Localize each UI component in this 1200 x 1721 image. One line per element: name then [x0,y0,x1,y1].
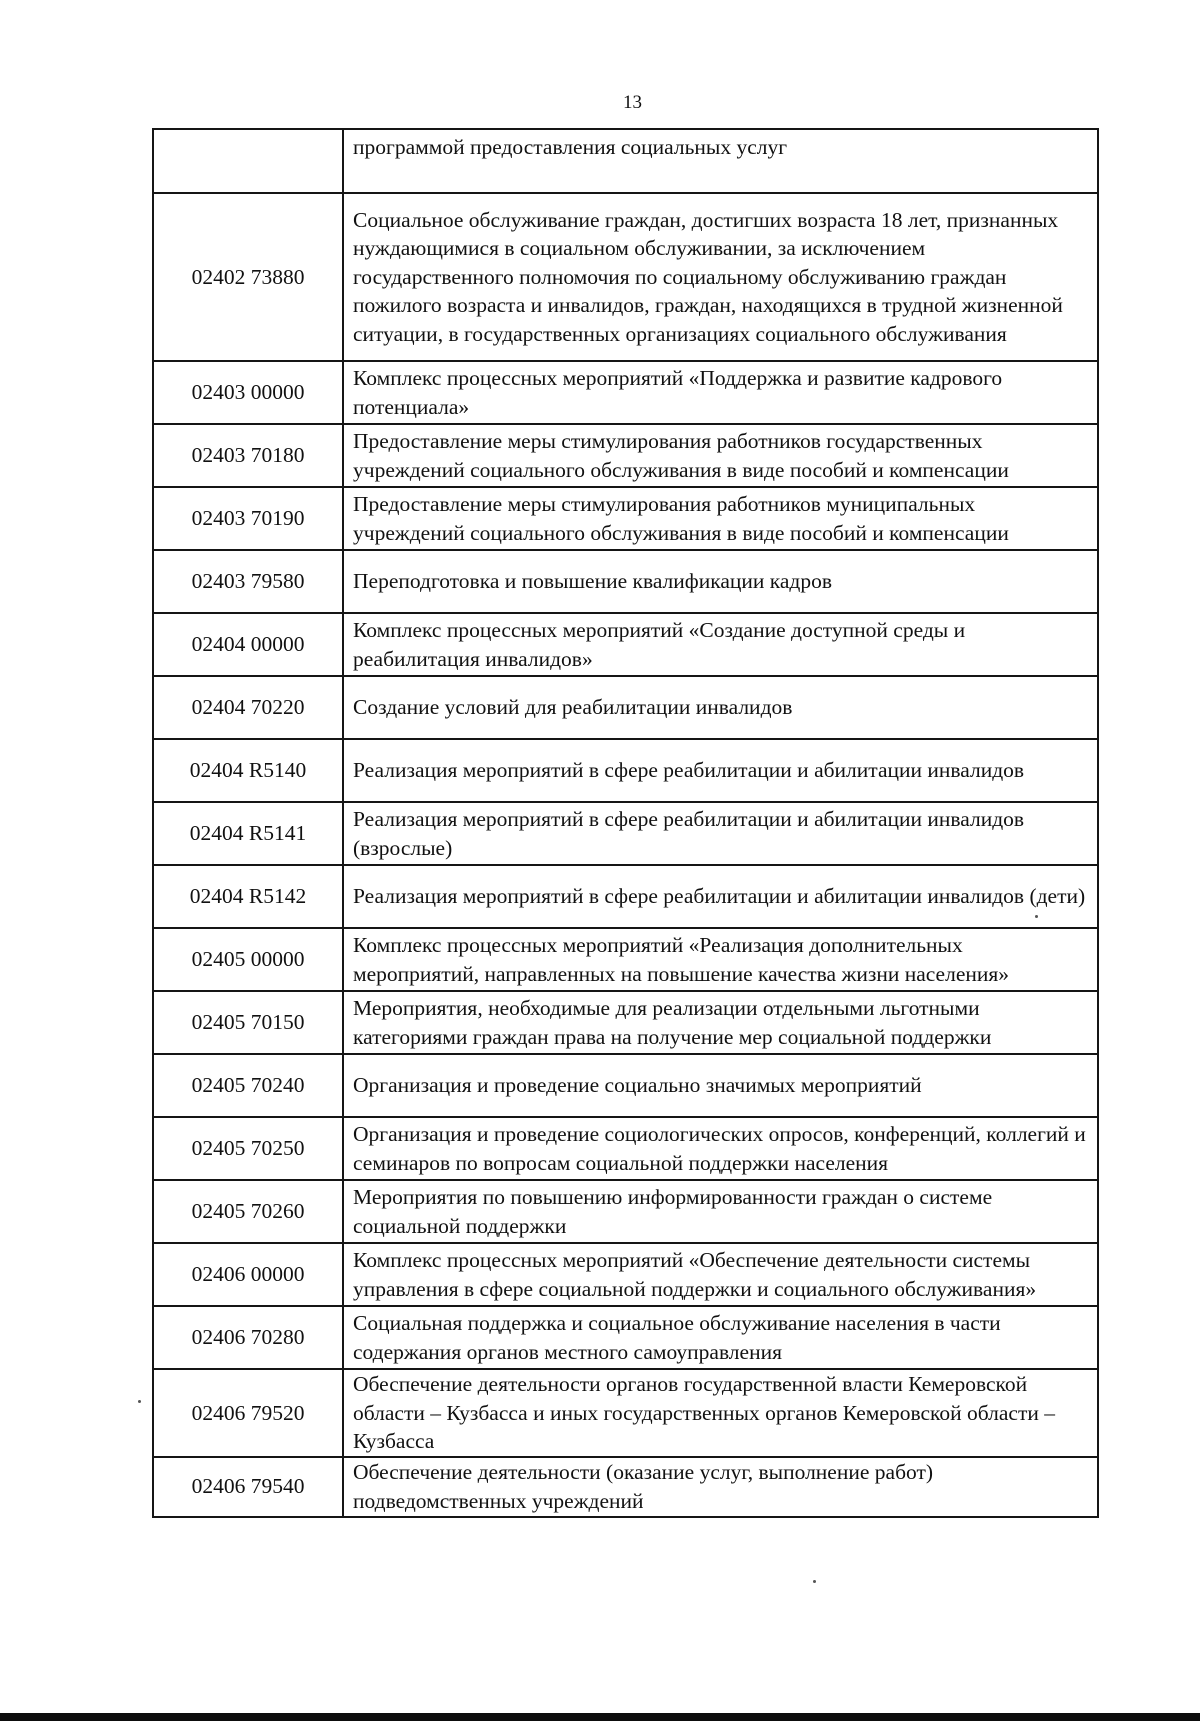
budget-code-cell: 02403 00000 [153,361,343,424]
table-row [153,1369,1098,1457]
table-row [153,487,1098,550]
table-row [153,1243,1098,1306]
budget-code-cell: 02403 79580 [153,550,343,613]
table-row [153,1180,1098,1243]
description-cell: Комплекс процессных мероприятий «Обеспечение деятельности системы управления в сфере социальной поддержки и социального обслуживания» [343,1243,1098,1306]
budget-code-cell: 02406 79520 [153,1369,343,1457]
budget-code-cell [153,129,343,193]
description-cell: Предоставление меры стимулирования работников муниципальных учреждений социального обслуживания в виде пособий и компенсации [343,487,1098,550]
table-row [153,129,1098,193]
budget-code-cell: 02406 70280 [153,1306,343,1369]
description-cell: Предоставление меры стимулирования работников государственных учреждений социального обслуживания в виде пособий и компенсации [343,424,1098,487]
budget-code-cell: 02405 70250 [153,1117,343,1180]
scan-speck [813,1580,816,1583]
table-row [153,865,1098,928]
description-cell: Реализация мероприятий в сфере реабилитации и абилитации инвалидов (взрослые) [343,802,1098,865]
budget-code-cell: 02405 00000 [153,928,343,991]
table-row [153,550,1098,613]
table-row [153,613,1098,676]
budget-code-cell: 02406 79540 [153,1457,343,1517]
table-row [153,424,1098,487]
budget-code-cell: 02405 70240 [153,1054,343,1117]
budget-code-cell: 02406 00000 [153,1243,343,1306]
description-cell: Комплекс процессных мероприятий «Реализация дополнительных мероприятий, направленных на повышение качества жизни населения» [343,928,1098,991]
table-row [153,928,1098,991]
table-row [153,193,1098,361]
budget-code-cell: 02405 70150 [153,991,343,1054]
table-row [153,1457,1098,1517]
budget-code-cell: 02404 70220 [153,676,343,739]
budget-code-cell: 02404 R5140 [153,739,343,802]
description-cell: Создание условий для реабилитации инвалидов [343,676,1098,739]
scan-speck [138,1400,141,1403]
description-cell: Организация и проведение социологических опросов, конференций, коллегий и семинаров по вопросам социальной поддержки населения [343,1117,1098,1180]
budget-classification-table [152,128,1099,1518]
table-row [153,739,1098,802]
description-cell: Социальное обслуживание граждан, достигших возраста 18 лет, признанных нуждающимися в социальном обслуживании, за исключением государственного полномочия по социальному обслуживанию граждан пожилого возраста и инвалидов, граждан, находящихся в трудной жизненной ситуации, в государственных организациях социального обслуживания [343,193,1098,361]
page-number: 13 [623,92,642,113]
table-row [153,1306,1098,1369]
table-row [153,1054,1098,1117]
description-cell: Переподготовка и повышение квалификации кадров [343,550,1098,613]
budget-code-cell: 02403 70190 [153,487,343,550]
scan-bottom-edge [0,1713,1200,1721]
description-cell: Социальная поддержка и социальное обслуживание населения в части содержания органов местного самоуправления [343,1306,1098,1369]
table-row [153,802,1098,865]
table-row [153,1117,1098,1180]
budget-code-cell: 02404 R5142 [153,865,343,928]
description-cell: Обеспечение деятельности (оказание услуг, выполнение работ) подведомственных учреждений [343,1457,1098,1517]
description-cell: Организация и проведение социально значимых мероприятий [343,1054,1098,1117]
table-body [153,129,1098,1517]
table-row [153,676,1098,739]
description-cell: Мероприятия по повышению информированности граждан о системе социальной поддержки [343,1180,1098,1243]
description-cell: Реализация мероприятий в сфере реабилитации и абилитации инвалидов (дети) [343,865,1098,928]
description-cell: Мероприятия, необходимые для реализации отдельными льготными категориями граждан права на получение мер социальной поддержки [343,991,1098,1054]
description-cell: Комплекс процессных мероприятий «Создание доступной среды и реабилитация инвалидов» [343,613,1098,676]
description-cell: Обеспечение деятельности органов государственной власти Кемеровской области – Кузбасса и иных государственных органов Кемеровской области – Кузбасса [343,1369,1098,1457]
budget-code-cell: 02402 73880 [153,193,343,361]
description-cell: Комплекс процессных мероприятий «Поддержка и развитие кадрового потенциала» [343,361,1098,424]
table-row [153,361,1098,424]
budget-code-cell: 02404 R5141 [153,802,343,865]
budget-code-cell: 02404 00000 [153,613,343,676]
budget-code-cell: 02403 70180 [153,424,343,487]
table-row [153,991,1098,1054]
scan-speck [1035,915,1038,918]
description-cell: программой предоставления социальных услуг [343,129,1098,193]
budget-code-cell: 02405 70260 [153,1180,343,1243]
description-cell: Реализация мероприятий в сфере реабилитации и абилитации инвалидов [343,739,1098,802]
